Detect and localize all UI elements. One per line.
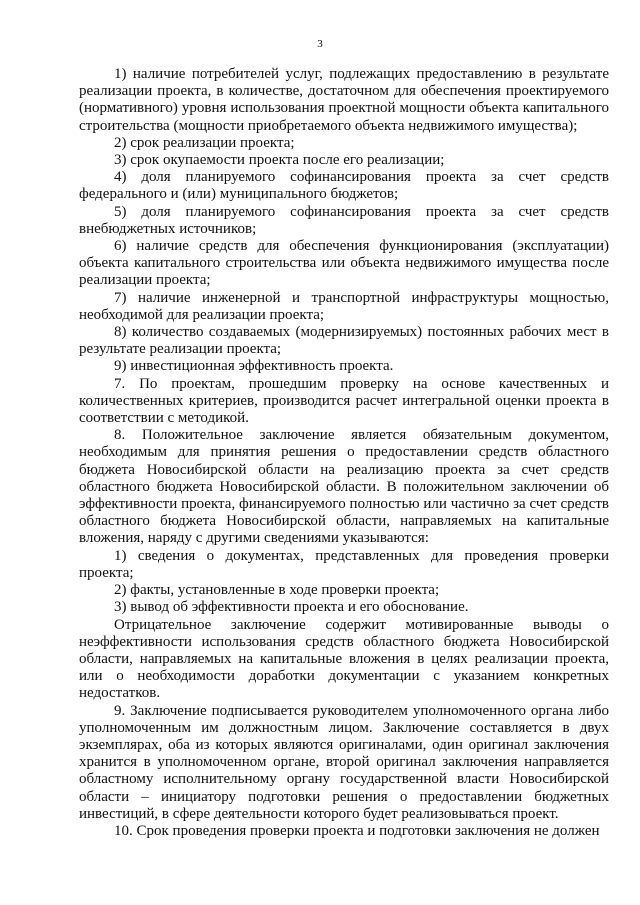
clause-10: 10. Срок проведения проверки проекта и подготовки заключения не должен [114, 822, 600, 839]
list-item-operation-funds: 6) наличие средств для обеспечения функционирования (эксплуатации) объекта капитального строительства или объекта недвижимого имущества после реализации проекта; [79, 238, 609, 289]
list-item-investment-efficiency: 9) инвестиционная эффективность проекта. [114, 358, 394, 375]
page-number: 3 [317, 38, 323, 50]
list-item-federal-cofinancing: 4) доля планируемого софинансирования проекта за счет средств федерального и (или) муниципального бюджетов; [79, 169, 609, 203]
document-body [79, 66, 609, 840]
clause-8: 8. Положительное заключение является обязательным документом, необходимым для принятия решения о предоставлении средств областного бюджета Новосибирской области на реализацию проекта за счет средств областного бюджета Новосибирской области. В положительном заключении об эффективности проекта, финансируемого полностью или частично за счет средств областного бюджета Новосибирской области, направляемых на капитальные вложения, наряду с другими сведениями указываются: [79, 427, 609, 547]
list-item-documents: 1) сведения о документах, представленных для проведения проверки проекта; [79, 547, 609, 581]
list-item-facts: 2) факты, установленные в ходе проверки проекта; [114, 582, 440, 599]
list-item-consumers: 1) наличие потребителей услуг, подлежащих предоставлению в результате реализации проекта, в количестве, достаточном для обеспечения проектируемого (нормативного) уровня использования проектной мощности объекта капитального строительства (мощности приобретаемого объекта недвижимого имущества); [79, 66, 609, 134]
list-item-implementation-period: 2) срок реализации проекта; [114, 134, 295, 151]
clause-7: 7. По проектам, прошедшим проверку на основе качественных и количественных критериев, производится расчет интегральной оценки проекта в соответствии с методикой. [79, 375, 609, 427]
list-item-conclusion: 3) вывод об эффективности проекта и его обоснование. [114, 599, 469, 616]
list-item-payback-period: 3) срок окупаемости проекта после его реализации; [114, 152, 445, 169]
negative-conclusion-paragraph: Отрицательное заключение содержит мотивированные выводы о неэффективности использования средств областного бюджета Новосибирской области, направляемых на капитальные вложения в целях реализации проекта, или о необходимости доработки документации с указанием конкретных недостатков. [79, 616, 609, 702]
list-item-infrastructure: 7) наличие инженерной и транспортной инфраструктуры мощностью, необходимой для реализации проекта; [79, 289, 609, 323]
list-item-jobs: 8) количество создаваемых (модернизируемых) постоянных рабочих мест в результате реализации проекта; [79, 324, 609, 358]
list-item-extrabudgetary-cofinancing: 5) доля планируемого софинансирования проекта за счет средств внебюджетных источников; [79, 203, 609, 237]
clause-9: 9. Заключение подписывается руководителем уполномоченного органа либо уполномоченным им должностным лицом. Заключение составляется в двух экземплярах, оба из которых являются оригиналами, один оригинал заключения хранится в уполномоченном органе, второй оригинал заключения направляется областному исполнительному органу государственной власти Новосибирской области – инициатору подготовки решения о предоставлении бюджетных инвестиций, в сфере деятельности которого будет реализовываться проект. [79, 702, 609, 822]
